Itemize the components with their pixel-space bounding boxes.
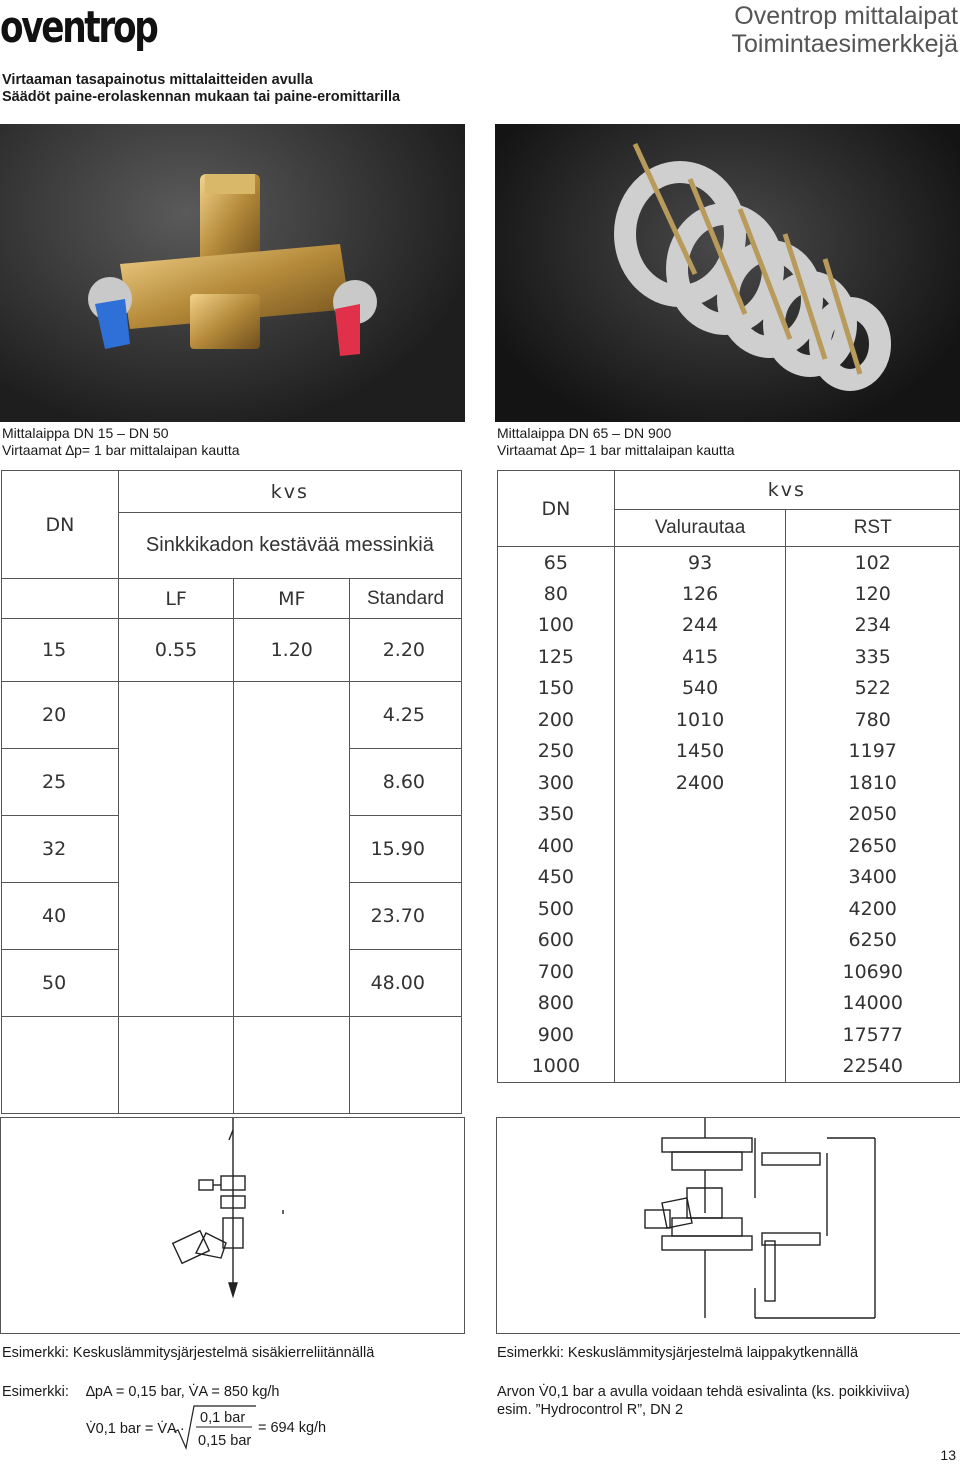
left-blank-cell <box>2 579 119 619</box>
title-line-1: Oventrop mittalaipat <box>734 2 958 30</box>
note-line-2: esim. ”Hydrocontrol R”, DN 2 <box>497 1402 684 1418</box>
left-row-mf <box>234 883 350 950</box>
subtitle-line-2: Säädöt paine-erolaskennan mukaan tai paine-eromittarilla <box>2 89 401 105</box>
left-col-standard: Standard <box>350 579 462 619</box>
left-row-mf <box>234 749 350 816</box>
right-row-rst: 14000 <box>786 988 960 1020</box>
right-row-rst: 522 <box>786 673 960 705</box>
right-row-rst: 1810 <box>786 767 960 799</box>
formula-line-1: ∆pA = 0,15 bar, V̇A = 850 kg/h <box>86 1384 280 1400</box>
table-row <box>2 816 462 883</box>
left-row-mf <box>234 950 350 1017</box>
right-row-rst: 234 <box>786 610 960 642</box>
table-row <box>498 641 960 673</box>
left-row-lf <box>118 749 234 816</box>
right-row-valurautaa <box>614 893 786 925</box>
right-dn-header: DN <box>498 471 615 547</box>
left-col-mf: MF <box>234 579 350 619</box>
right-row-dn: 1000 <box>498 1051 615 1083</box>
left-row-dn: 20 <box>2 682 119 749</box>
right-row-rst: 4200 <box>786 893 960 925</box>
table-row <box>498 736 960 768</box>
right-kvs-header: kvs <box>614 471 959 510</box>
right-row-rst: 335 <box>786 641 960 673</box>
right-row-rst: 3400 <box>786 862 960 894</box>
left-kvs-table <box>1 470 462 1114</box>
right-row-valurautaa <box>614 956 786 988</box>
left-row-dn: 50 <box>2 950 119 1017</box>
table-row <box>2 682 462 749</box>
left-row-std: 4.25 <box>350 682 462 749</box>
right-row-dn: 200 <box>498 704 615 736</box>
right-row-valurautaa: 415 <box>614 641 786 673</box>
table-row <box>2 749 462 816</box>
table-row <box>2 619 462 682</box>
right-row-dn: 65 <box>498 547 615 579</box>
right-row-rst: 102 <box>786 547 960 579</box>
table-row <box>498 893 960 925</box>
right-row-dn: 400 <box>498 830 615 862</box>
right-row-valurautaa <box>614 988 786 1020</box>
subtitle <box>2 72 400 106</box>
formula-denominator: 0,15 bar <box>198 1433 252 1449</box>
left-empty-cell <box>118 1017 234 1114</box>
right-col-valurautaa: Valurautaa <box>614 510 786 547</box>
table-row <box>498 547 960 579</box>
right-row-rst: 780 <box>786 704 960 736</box>
right-row-dn: 600 <box>498 925 615 957</box>
threaded-connection-diagram <box>0 1117 465 1334</box>
right-row-rst: 6250 <box>786 925 960 957</box>
left-row-dn: 32 <box>2 816 119 883</box>
table-row <box>2 950 462 1017</box>
right-row-dn: 300 <box>498 767 615 799</box>
right-row-rst: 17577 <box>786 1019 960 1051</box>
left-row-dn: 25 <box>2 749 119 816</box>
right-row-valurautaa <box>614 830 786 862</box>
table-row <box>498 673 960 705</box>
measuring-flanges-photo <box>495 124 960 422</box>
table-row <box>498 610 960 642</box>
left-row-lf <box>118 883 234 950</box>
left-col-lf: LF <box>118 579 234 619</box>
left-empty-cell <box>234 1017 350 1114</box>
right-row-dn: 900 <box>498 1019 615 1051</box>
left-caption-line-2: Virtaamat ∆p= 1 bar mittalaipan kautta <box>2 442 240 458</box>
left-row-std: 8.60 <box>350 749 462 816</box>
right-row-valurautaa <box>614 862 786 894</box>
left-row-std: 15.90 <box>350 816 462 883</box>
table-row <box>498 767 960 799</box>
left-kvs-header: kvs <box>118 471 461 513</box>
left-table-body <box>2 619 462 1017</box>
formula-numerator: 0,1 bar <box>200 1410 246 1426</box>
formula-label: Esimerkki: <box>2 1384 69 1400</box>
title-line-2: Toimintaesimerkkejä <box>731 30 958 58</box>
left-row-lf <box>118 682 234 749</box>
left-row-std: 48.00 <box>350 950 462 1017</box>
right-row-dn: 125 <box>498 641 615 673</box>
table-row <box>498 988 960 1020</box>
right-row-dn: 800 <box>498 988 615 1020</box>
left-caption-line-1: Mittalaippa DN 15 – DN 50 <box>2 425 169 441</box>
valve-photo <box>0 124 465 422</box>
table-row <box>498 578 960 610</box>
left-caption <box>2 425 240 459</box>
note-line-1: Arvon V̇0,1 bar a avulla voidaan tehdä esivalinta (ks. poikkiviiva) <box>497 1384 910 1400</box>
right-row-dn: 500 <box>498 893 615 925</box>
right-row-valurautaa: 244 <box>614 610 786 642</box>
table-row <box>498 956 960 988</box>
left-row-mf <box>234 816 350 883</box>
table-row <box>498 862 960 894</box>
right-row-dn: 350 <box>498 799 615 831</box>
right-caption-line-1: Mittalaippa DN 65 – DN 900 <box>497 425 672 441</box>
note <box>497 1383 910 1419</box>
right-row-dn: 100 <box>498 610 615 642</box>
table-row <box>498 925 960 957</box>
right-row-dn: 450 <box>498 862 615 894</box>
right-row-valurautaa <box>614 925 786 957</box>
right-caption-line-2: Virtaamat ∆p= 1 bar mittalaipan kautta <box>497 442 735 458</box>
subtitle-line-1: Virtaaman tasapainotus mittalaitteiden avulla <box>2 72 313 88</box>
table-row <box>498 830 960 862</box>
oventrop-logo: oventrop <box>0 2 157 53</box>
left-example-caption: Esimerkki: Keskuslämmitysjärjestelmä sisäkierreliitännällä <box>2 1345 375 1361</box>
right-row-rst: 10690 <box>786 956 960 988</box>
right-row-valurautaa <box>614 1051 786 1083</box>
right-row-rst: 1197 <box>786 736 960 768</box>
right-row-valurautaa: 2400 <box>614 767 786 799</box>
right-row-valurautaa: 126 <box>614 578 786 610</box>
left-row-lf <box>118 950 234 1017</box>
right-row-rst: 2050 <box>786 799 960 831</box>
left-row-std: 2.20 <box>350 619 462 682</box>
page-title <box>732 2 958 58</box>
table-row <box>498 704 960 736</box>
table-row <box>498 799 960 831</box>
right-row-valurautaa <box>614 1019 786 1051</box>
left-row-lf <box>118 816 234 883</box>
left-row-std: 23.70 <box>350 883 462 950</box>
right-row-valurautaa: 540 <box>614 673 786 705</box>
right-row-valurautaa: 1450 <box>614 736 786 768</box>
left-row-mf <box>234 682 350 749</box>
right-kvs-table <box>497 470 960 1083</box>
right-row-rst: 2650 <box>786 830 960 862</box>
formula-lhs: V̇0,1 bar = V̇A · <box>86 1421 185 1437</box>
left-row-mf: 1.20 <box>234 619 350 682</box>
right-row-rst: 22540 <box>786 1051 960 1083</box>
right-caption <box>497 425 735 459</box>
right-col-rst: RST <box>786 510 960 547</box>
right-row-dn: 250 <box>498 736 615 768</box>
left-row-lf: 0.55 <box>118 619 234 682</box>
right-table-body <box>498 547 960 1083</box>
right-row-dn: 80 <box>498 578 615 610</box>
left-material-header: Sinkkikadon kestävää messinkiä <box>118 513 461 579</box>
flange-connection-diagram <box>496 1117 960 1334</box>
right-row-rst: 120 <box>786 578 960 610</box>
right-row-valurautaa: 1010 <box>614 704 786 736</box>
left-empty-cell <box>350 1017 462 1114</box>
table-row <box>2 883 462 950</box>
page-number: 13 <box>940 1447 956 1463</box>
formula-result: = 694 kg/h <box>258 1420 327 1436</box>
left-dn-header: DN <box>2 471 119 579</box>
left-empty-cell <box>2 1017 119 1114</box>
right-example-caption: Esimerkki: Keskuslämmitysjärjestelmä laippakytkennällä <box>497 1345 859 1361</box>
left-row-dn: 15 <box>2 619 119 682</box>
left-row-dn: 40 <box>2 883 119 950</box>
right-row-dn: 150 <box>498 673 615 705</box>
table-row <box>498 1051 960 1083</box>
table-row <box>498 1019 960 1051</box>
right-row-valurautaa: 93 <box>614 547 786 579</box>
right-row-valurautaa <box>614 799 786 831</box>
right-row-dn: 700 <box>498 956 615 988</box>
